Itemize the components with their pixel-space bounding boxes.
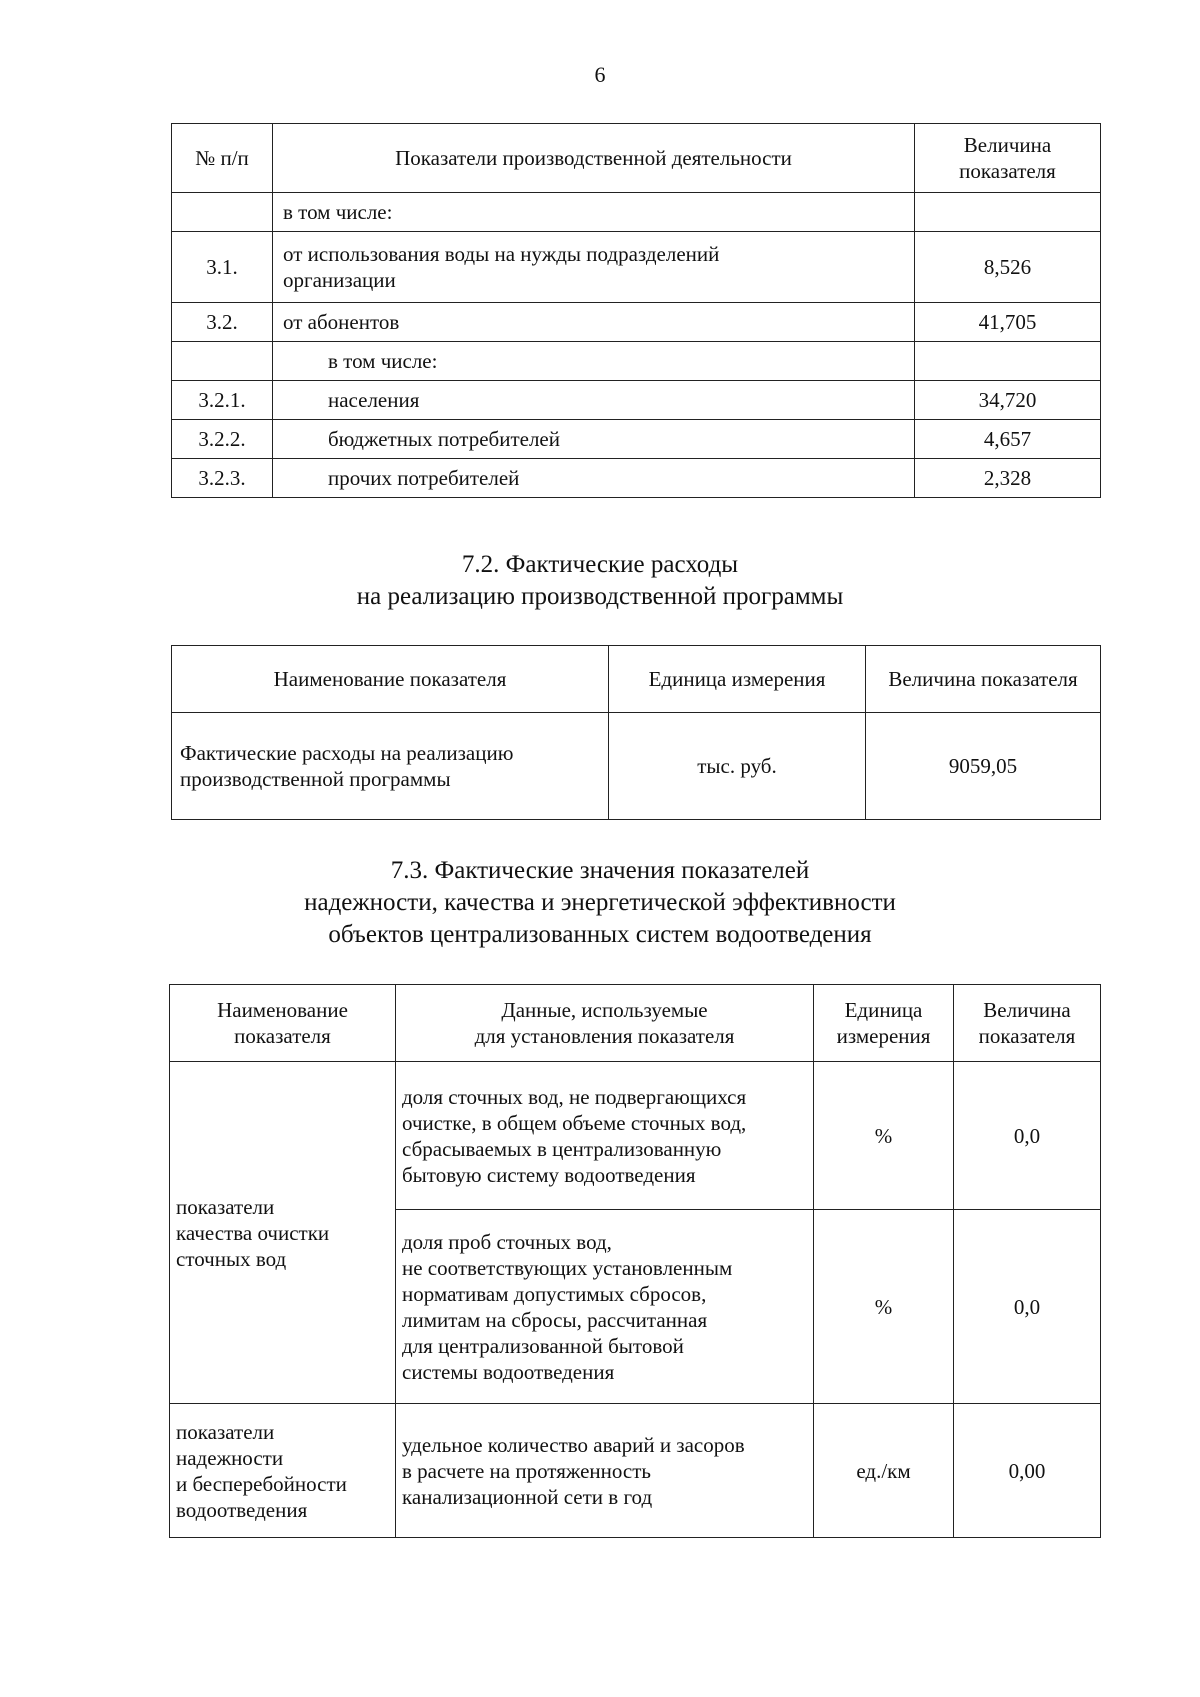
row-value: 0,0 (954, 1210, 1101, 1404)
row-data: удельное количество аварий и засоров в расчете на протяженность канализационной сети в год (396, 1404, 814, 1538)
row-unit: % (814, 1062, 954, 1210)
table-row (172, 232, 1101, 303)
table-row (172, 459, 1101, 498)
header-name: Показатели производственной деятельности (273, 124, 915, 193)
row-name: населения (273, 381, 915, 420)
row-name: в том числе: (273, 193, 915, 232)
row-value: 0,00 (954, 1404, 1101, 1538)
table-header-row (172, 124, 1101, 193)
group-name-cleaning-quality: показатели качества очистки сточных вод (170, 1062, 396, 1404)
header-name: Наименование показателя (172, 646, 609, 713)
page-number: 6 (594, 62, 606, 87)
row-value: 4,657 (915, 420, 1101, 459)
header-value: Величина показателя (866, 646, 1101, 713)
row-data: доля проб сточных вод, не соответствующих установленным нормативам допустимых сбросов, лимитам на сбросы, рассчитанная для централизованной бытовой системы водоотведения (396, 1210, 814, 1404)
row-num: 3.2.1. (172, 381, 273, 420)
row-value: 41,705 (915, 303, 1101, 342)
row-name: в том числе: (273, 342, 915, 381)
row-value: 2,328 (915, 459, 1101, 498)
row-value (915, 193, 1101, 232)
row-num (172, 342, 273, 381)
row-value: 34,720 (915, 381, 1101, 420)
row-unit: % (814, 1210, 954, 1404)
table-row (172, 713, 1101, 820)
actual-expenses-table (171, 645, 1101, 820)
row-num: 3.1. (172, 232, 273, 303)
row-name: от абонентов (273, 303, 915, 342)
row-name: бюджетных потребителей (273, 420, 915, 459)
table-row (170, 1404, 1101, 1538)
row-name: прочих потребителей (273, 459, 915, 498)
header-data: Данные, используемые для установления показателя (396, 985, 814, 1062)
row-value (915, 342, 1101, 381)
row-num: 3.2.2. (172, 420, 273, 459)
row-num: 3.2.3. (172, 459, 273, 498)
row-name: от использования воды на нужды подразделений организации (273, 232, 915, 303)
header-value: Величина показателя (954, 985, 1101, 1062)
table-header-row (170, 985, 1101, 1062)
row-name: Фактические расходы на реализацию производственной программы (172, 713, 609, 820)
header-unit: Единица измерения (814, 985, 954, 1062)
group-name-reliability: показатели надежности и бесперебойности водоотведения (170, 1404, 396, 1538)
row-value: 8,526 (915, 232, 1101, 303)
row-data: доля сточных вод, не подвергающихся очистке, в общем объеме сточных вод, сбрасываемых в централизованную бытовую систему водоотведения (396, 1062, 814, 1210)
row-num: 3.2. (172, 303, 273, 342)
row-unit: тыс. руб. (609, 713, 866, 820)
production-indicators-table (171, 123, 1101, 498)
row-unit: ед./км (814, 1404, 954, 1538)
table-row (172, 420, 1101, 459)
section-title-7-2: 7.2. Фактические расходы на реализацию производственной программы (356, 551, 844, 610)
header-name: Наименование показателя (170, 985, 396, 1062)
header-value: Величина показателя (915, 124, 1101, 193)
table-header-row (172, 646, 1101, 713)
row-num (172, 193, 273, 232)
reliability-quality-table (169, 984, 1101, 1538)
row-value: 9059,05 (866, 713, 1101, 820)
row-value: 0,0 (954, 1062, 1101, 1210)
header-unit: Единица измерения (609, 646, 866, 713)
table-row (172, 342, 1101, 381)
section-title-7-3: 7.3. Фактические значения показателей надежности, качества и энергетической эффективности объектов централизованных систем водоотведения (304, 857, 896, 948)
header-num: № п/п (172, 124, 273, 193)
table-row (170, 1062, 1101, 1210)
table-row (172, 381, 1101, 420)
table-row (172, 193, 1101, 232)
table-row (172, 303, 1101, 342)
